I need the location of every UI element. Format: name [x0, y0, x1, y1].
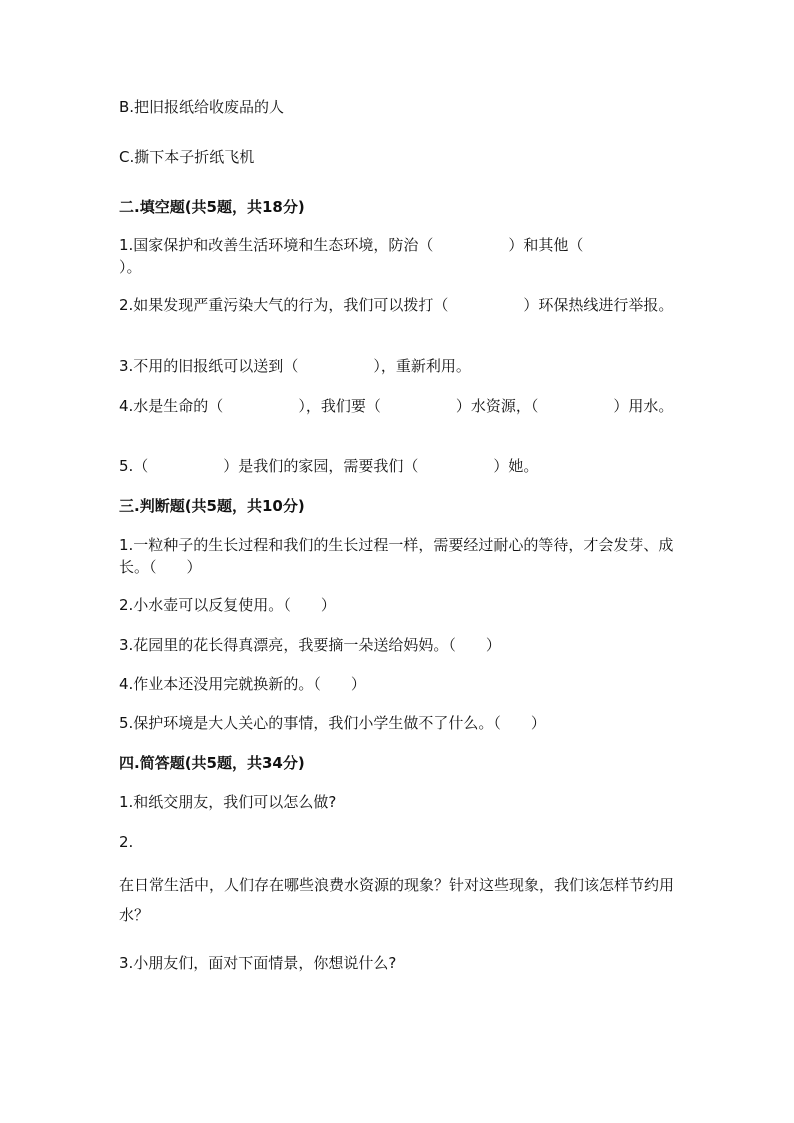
judge-question-5: 5.保护环境是大人关心的事情，我们小学生做不了什么。（ ）	[119, 714, 546, 732]
short-question-2-number: 2.	[119, 833, 134, 851]
fill-question-2: 2.如果发现严重污染大气的行为，我们可以拨打（ ）环保热线进行举报。	[119, 296, 674, 314]
short-question-1: 1.和纸交朋友，我们可以怎么做?	[119, 793, 337, 811]
judge-question-2: 2.小水壶可以反复使用。（ ）	[119, 596, 336, 614]
section-2-title: 二.填空题(共5题，共18分)	[119, 198, 305, 216]
fill-question-1: 1.国家保护和改善生活环境和生态环境，防治（ ）和其他（ ）。	[119, 236, 659, 276]
judge-question-3: 3.花园里的花长得真漂亮，我要摘一朵送给妈妈。（ ）	[119, 636, 501, 654]
section-4-title: 四.简答题(共5题，共34分)	[119, 754, 305, 772]
short-question-3: 3.小朋友们，面对下面情景，你想说什么?	[119, 954, 397, 972]
judge-question-4: 4.作业本还没用完就换新的。（ ）	[119, 675, 366, 693]
option-b: B.把旧报纸给收废品的人	[119, 98, 285, 116]
section-3-title: 三.判断题(共5题，共10分)	[119, 497, 305, 515]
fill-question-4: 4.水是生命的（ ），我们要（ ）水资源，（ ）用水。	[119, 397, 674, 415]
option-c: C.撕下本子折纸飞机	[119, 148, 255, 166]
short-question-2-text: 在日常生活中，人们存在哪些浪费水资源的现象？针对这些现象，我们该怎样节约用水？	[119, 876, 675, 924]
fill-question-5: 5.（ ）是我们的家园，需要我们（ ）她。	[119, 457, 539, 475]
judge-question-1: 1.一粒种子的生长过程和我们的生长过程一样，需要经过耐心的等待，才会发芽、成长。（ ）	[119, 536, 674, 576]
fill-question-3: 3.不用的旧报纸可以送到（ ），重新利用。	[119, 357, 471, 375]
